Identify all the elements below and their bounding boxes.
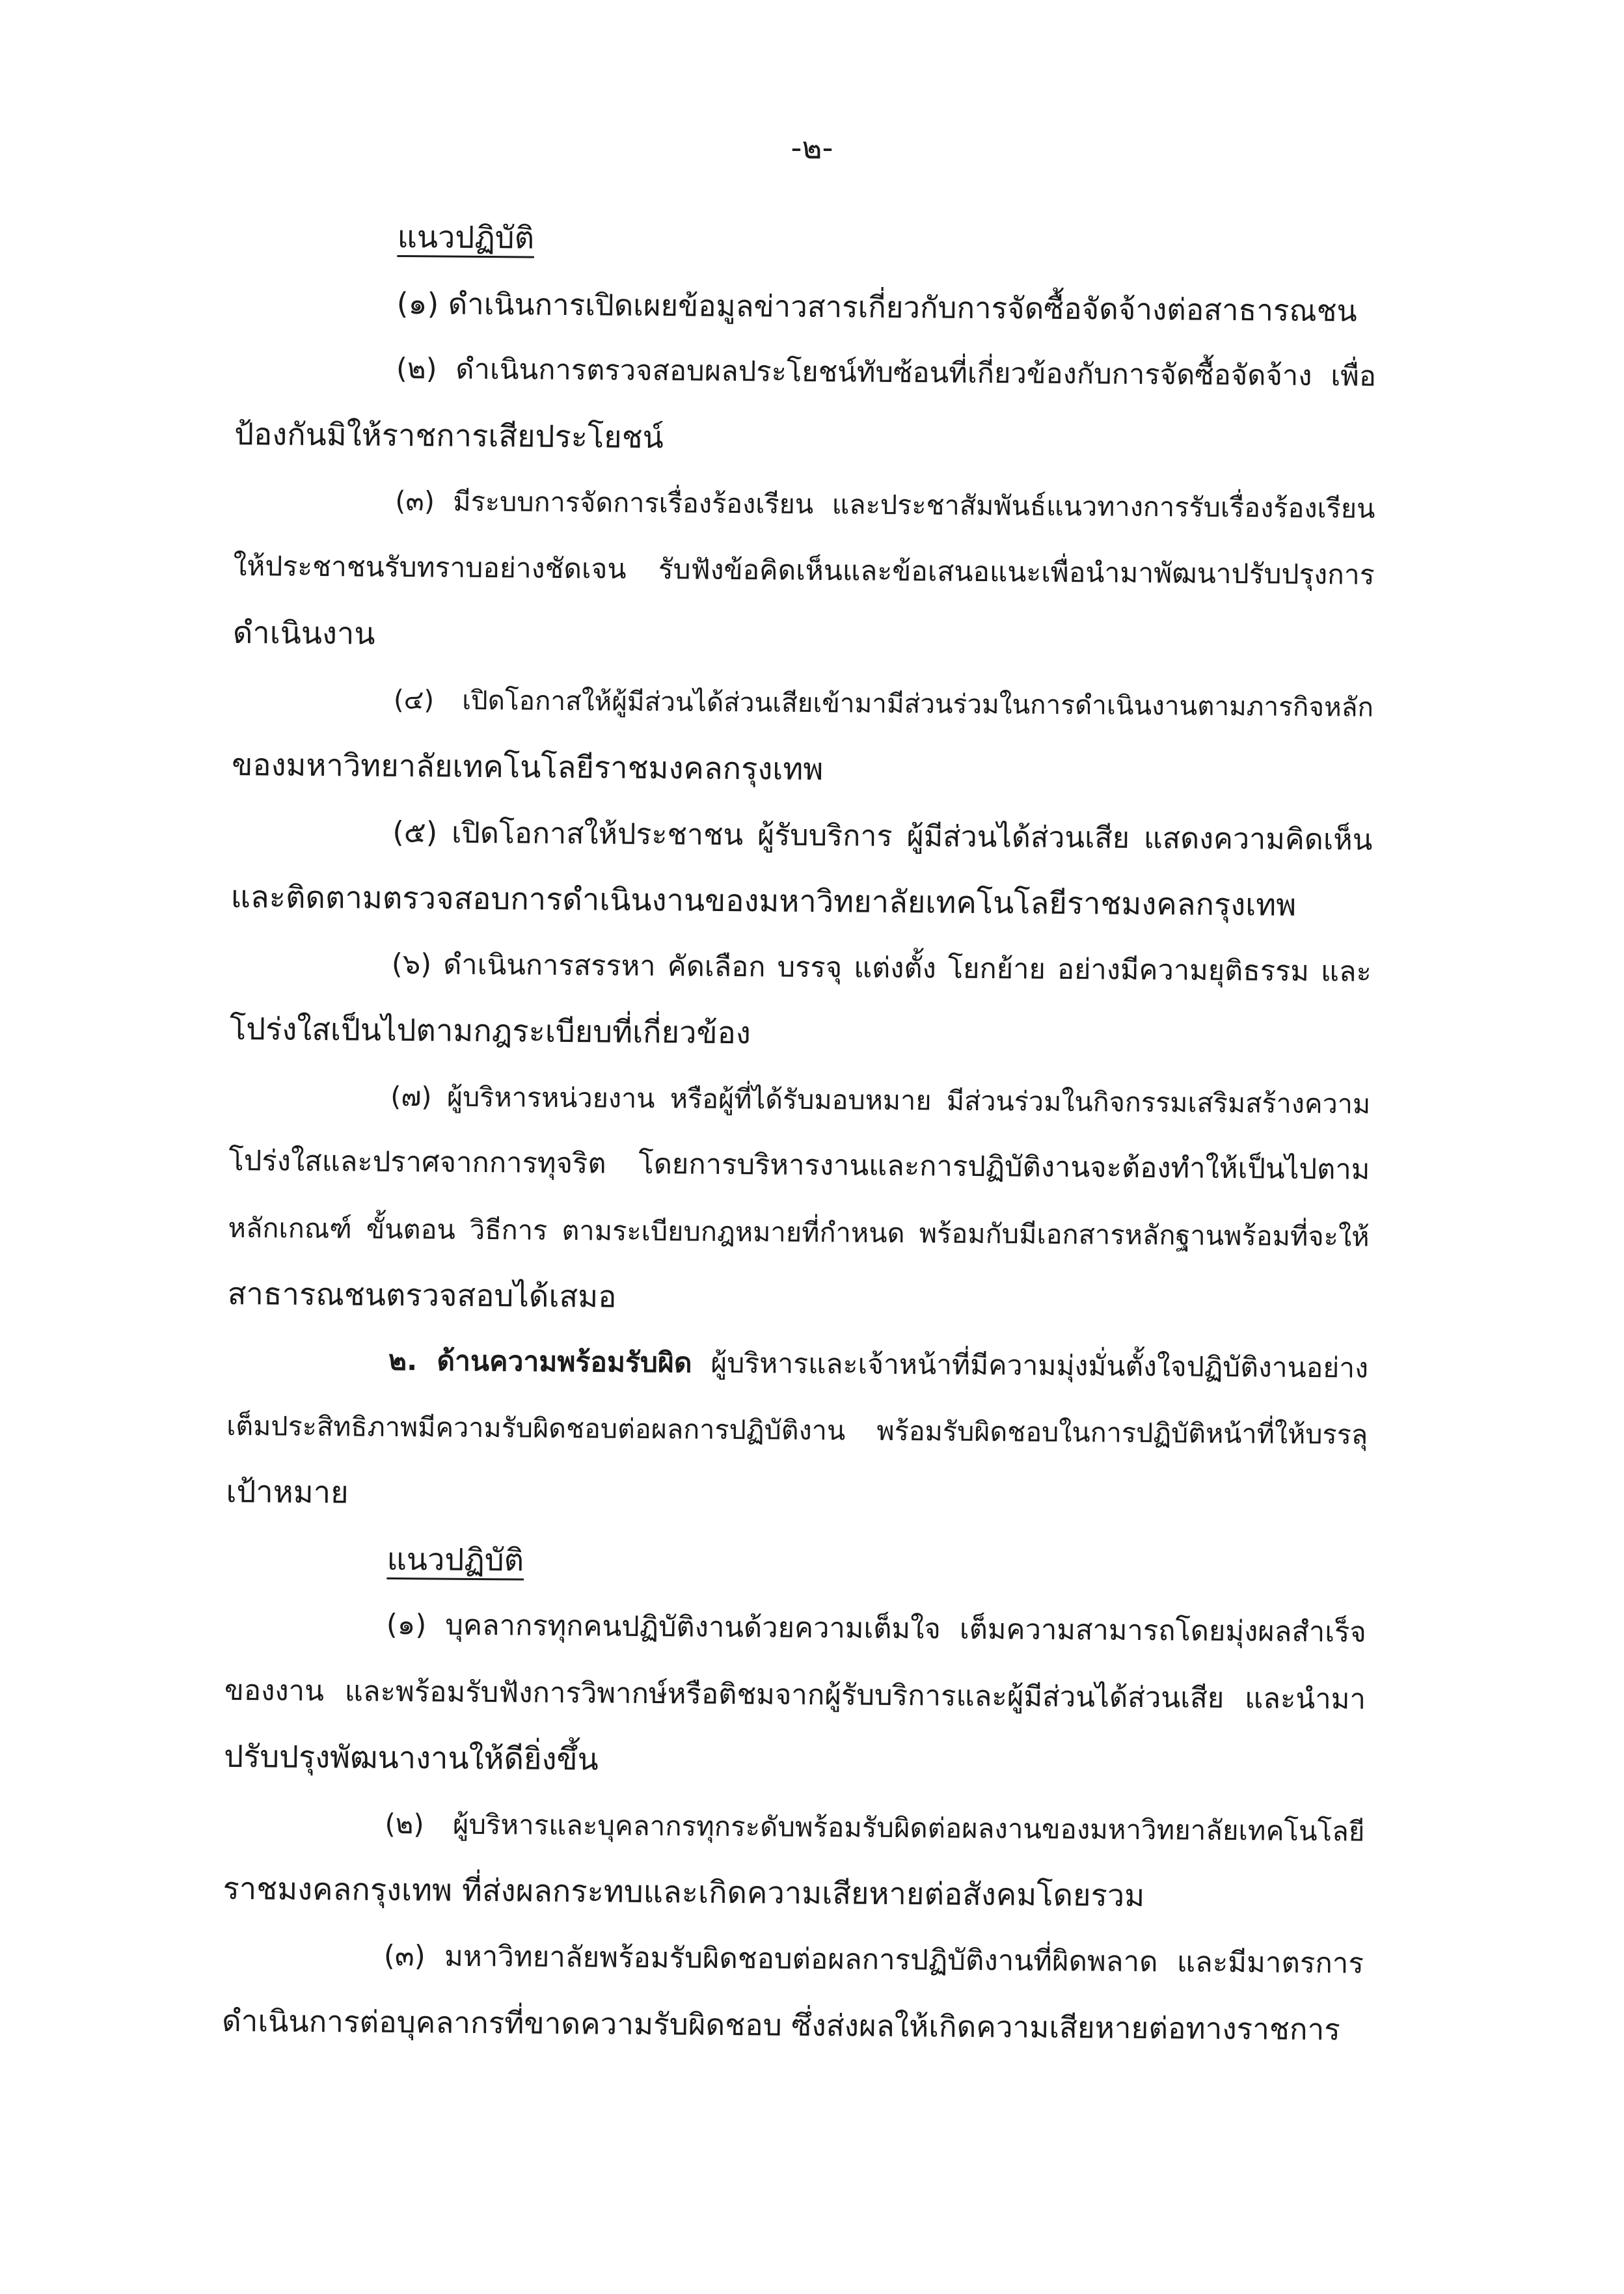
guideline-item-4 xyxy=(232,666,1374,807)
guideline-item-7 xyxy=(227,1063,1370,1336)
accountability-item-1 xyxy=(224,1591,1366,1799)
guideline-item-1 xyxy=(235,269,1377,344)
document-body xyxy=(222,203,1377,2063)
guideline-item-3 xyxy=(232,467,1375,675)
text-line: ของมหาวิทยาลัยเทคโนโลยีราชมงคลกรุงเทพ xyxy=(232,746,824,787)
guideline-item-5 xyxy=(230,798,1373,939)
text-line: ดำเนินการต่อบุคลากรที่ขาดความรับผิดชอบ ซึ่งส่งผลให้เกิดความเสียหายต่อทางราชการ xyxy=(221,2003,1341,2047)
text-line: (๗) ผู้บริหารหน่วยงาน หรือผู้ที่ได้รับมอบหมาย มีส่วนร่วมในกิจกรรมเสริมสร้างความ xyxy=(390,1080,1371,1120)
text-line: ปรับปรุงพัฒนางานให้ดียิ่งขึ้น xyxy=(224,1738,599,1778)
guidelines-heading: แนวปฏิบัติ xyxy=(386,1541,524,1579)
text-line: (๓) มหาวิทยาลัยพร้อมรับผิดชอบต่อผลการปฏิบัติงานที่ผิดพลาด และมีมาตรการ xyxy=(383,1939,1364,1981)
text-line: (๒) ดำเนินการตรวจสอบผลประโยชน์ทับซ้อนที่เกี่ยวข้องกับการจัดซื้อจัดจ้าง เพื่อ xyxy=(396,353,1377,393)
text-line: เต็มประสิทธิภาพมีความรับผิดชอบต่อผลการปฏิบัติงาน พร้อมรับผิดชอบในการปฏิบัติหน้าที่ให้บรรลุ xyxy=(226,1410,1368,1451)
text-line: ดำเนินงาน xyxy=(232,614,375,652)
text-line: โปร่งใสและปราศจากการทุจริต โดยการบริหารงานและการปฏิบัติงานจะต้องทำให้เป็นไปตาม xyxy=(228,1145,1370,1187)
text-line: (๑) บุคลากรทุกคนปฏิบัติงานด้วยความเต็มใจ เต็มความสามารถโดยมุ่งผลสำเร็จ xyxy=(386,1609,1366,1650)
text-line: ราชมงคลกรุงเทพ ที่ส่งผลกระทบและเกิดความเสียหายต่อสังคมโดยรวม xyxy=(223,1870,1145,1914)
guideline-item-6 xyxy=(230,930,1372,1071)
text-line: สาธารณชนตรวจสอบได้เสมอ xyxy=(227,1276,617,1315)
section-1-guidelines xyxy=(227,203,1377,1336)
guideline-item-2 xyxy=(234,335,1377,476)
text-line: และติดตามตรวจสอบการดำเนินงานของมหาวิทยาลัยเทคโนโลยีราชมงคลกรุงเทพ xyxy=(230,879,1297,923)
section-2-intro xyxy=(226,1327,1368,1535)
text-line: ผู้บริหารและเจ้าหน้าที่มีความมุ่งมั่นตั้งใจปฏิบัติงานอย่าง xyxy=(710,1346,1369,1385)
guidelines-heading: แนวปฏิบัติ xyxy=(397,219,535,256)
text-line: เป้าหมาย xyxy=(226,1474,349,1511)
text-line: ให้ประชาชนรับทราบอย่างชัดเจน รับฟังข้อคิดเห็นและข้อเสนอแนะเพื่อนำมาพัฒนาปรับปรุงการ xyxy=(233,550,1375,592)
text-line: (๖) ดำเนินการสรรหา คัดเลือก บรรจุ แต่งตั้ง โยกย้าย อย่างมีความยุติธรรม และ xyxy=(391,948,1372,989)
text-line: โปร่งใสเป็นไปตามกฎระเบียบที่เกี่ยวข้อง xyxy=(229,1011,751,1052)
accountability-item-3 xyxy=(222,1922,1364,2063)
text-line: (๕) เปิดโอกาสให้ประชาชน ผู้รับบริการ ผู้มีส่วนได้ส่วนเสีย แสดงความคิดเห็น xyxy=(392,815,1373,858)
text-line: หลักเกณฑ์ ขั้นตอน วิธีการ ตามระเบียบกฎหมายที่กำหนด พร้อมกับมีเอกสารหลักฐานพร้อมที่จะให้ xyxy=(228,1211,1370,1253)
text-line: (๒) ผู้บริหารและบุคลากรทุกระดับพร้อมรับผิดต่อผลงานของมหาวิทยาลัยเทคโนโลยี xyxy=(385,1808,1365,1848)
text-line: ของงาน และพร้อมรับฟังการวิพากษ์หรือติชมจากผู้รับบริการและผู้มีส่วนได้ส่วนเสีย และนำมา xyxy=(224,1673,1366,1716)
text-line: ป้องกันมิให้ราชการเสียประโยชน์ xyxy=(234,416,664,456)
accountability-item-2 xyxy=(223,1790,1365,1931)
section-2-title: ๒. ด้านความพร้อมรับผิด xyxy=(388,1344,692,1380)
text-line: (๔) เปิดโอกาสให้ผู้มีส่วนได้ส่วนเสียเข้ามามีส่วนร่วมในการดำเนินงานตามภารกิจหลัก xyxy=(393,684,1374,723)
text-line: (๑) ดำเนินการเปิดเผยข้อมูลข่าวสารเกี่ยวกับการจัดซื้อจัดจ้างต่อสาธารณชน xyxy=(396,286,1357,329)
page-number: -๒- xyxy=(791,130,833,166)
section-2-title-line xyxy=(227,1327,1369,1402)
section-2-accountability xyxy=(222,1327,1369,2063)
text-line: (๓) มีระบบการจัดการเรื่องร้องเรียน และประชาสัมพันธ์แนวทางการรับเรื่องร้องเรียน xyxy=(395,485,1375,525)
